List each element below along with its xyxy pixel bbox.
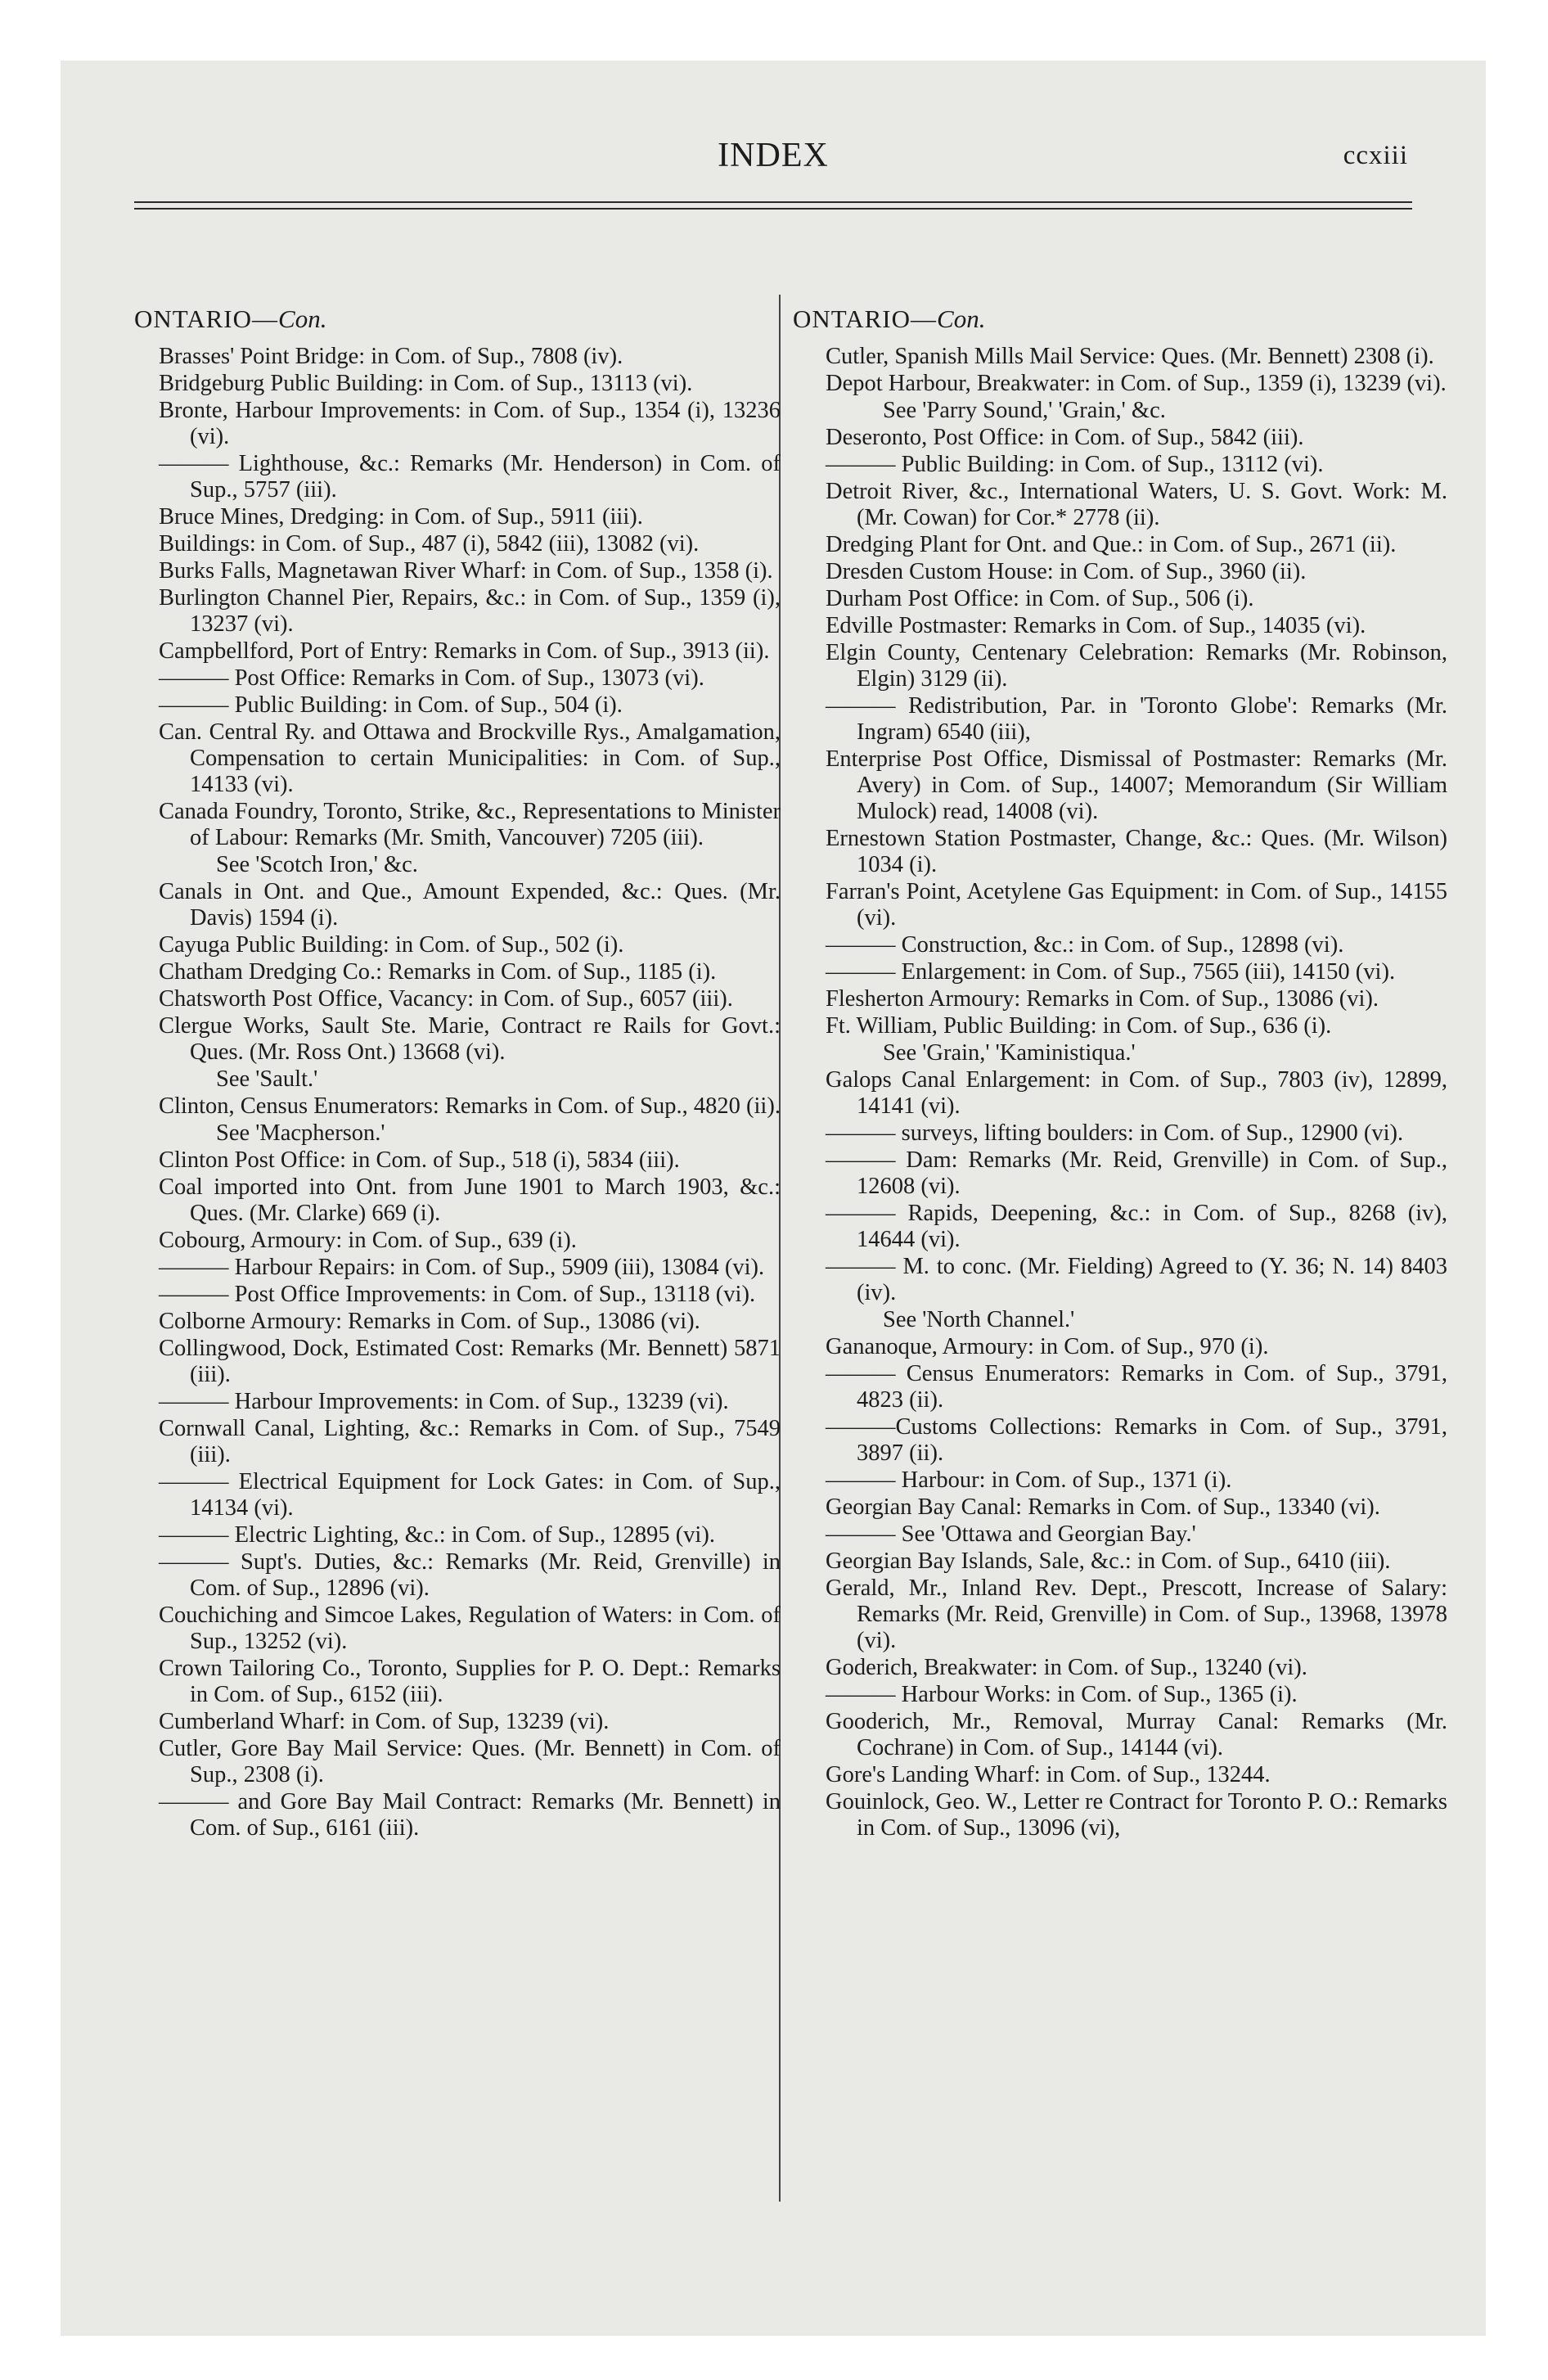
right-heading-con: Con. xyxy=(937,304,986,333)
index-entry: See 'Sault.' xyxy=(216,1066,318,1092)
right-column xyxy=(793,304,1447,1842)
index-entry: ——— Electrical Equipment for Lock Gates: in Com. of Sup., 14134 (vi). xyxy=(159,1469,781,1521)
page-number: ccxiii xyxy=(1343,141,1408,170)
index-entry: Canada Foundry, Toronto, Strike, &c., Representations to Minister of Labour: Remarks (Mr. Smith, Vancouver) 7205 (iii). xyxy=(159,799,781,850)
index-entry: Bridgeburg Public Building: in Com. of Sup., 13113 (vi). xyxy=(159,371,693,396)
index-entry: Galops Canal Enlargement: in Com. of Sup., 7803 (iv), 12899, 14141 (vi). xyxy=(826,1067,1447,1119)
index-entry: Burlington Channel Pier, Repairs, &c.: in Com. of Sup., 1359 (i), 13237 (vi). xyxy=(159,585,781,637)
left-heading-con: Con. xyxy=(278,304,327,333)
left-column xyxy=(134,304,781,1842)
index-entry: ———Customs Collections: Remarks in Com. of Sup., 3791, 3897 (ii). xyxy=(826,1414,1447,1466)
index-entry: ——— M. to conc. (Mr. Fielding) Agreed to (Y. 36; N. 14) 8403 (iv). xyxy=(826,1254,1447,1305)
index-entry: See 'Grain,' 'Kaministiqua.' xyxy=(883,1040,1136,1066)
index-entry: ——— Census Enumerators: Remarks in Com. of Sup., 3791, 4823 (ii). xyxy=(826,1361,1447,1413)
index-entry: Elgin County, Centenary Celebration: Remarks (Mr. Robinson, Elgin) 3129 (ii). xyxy=(826,640,1447,692)
index-entry: ——— Enlargement: in Com. of Sup., 7565 (iii), 14150 (vi). xyxy=(826,959,1396,985)
index-entry: Bronte, Harbour Improvements: in Com. of Sup., 1354 (i), 13236 (vi). xyxy=(159,398,781,449)
index-entry: Gerald, Mr., Inland Rev. Dept., Prescott, Increase of Salary: Remarks (Mr. Reid, Grenville) in Com. of Sup., 13968, 13978 (vi). xyxy=(826,1575,1447,1653)
index-entry: Couchiching and Simcoe Lakes, Regulation of Waters: in Com. of Sup., 13252 (vi). xyxy=(159,1602,781,1654)
scanned-page xyxy=(61,61,1486,2336)
index-entry: Cutler, Spanish Mills Mail Service: Ques. (Mr. Bennett) 2308 (i). xyxy=(826,344,1434,369)
index-entry: ——— Public Building: in Com. of Sup., 13112 (vi). xyxy=(826,452,1324,477)
index-entry: See 'Scotch Iron,' &c. xyxy=(216,852,418,877)
index-entry: ——— Supt's. Duties, &c.: Remarks (Mr. Reid, Grenville) in Com. of Sup., 12896 (vi). xyxy=(159,1549,781,1601)
index-entry: ——— Rapids, Deepening, &c.: in Com. of Sup., 8268 (iv), 14644 (vi). xyxy=(826,1201,1447,1252)
index-entry: Cutler, Gore Bay Mail Service: Ques. (Mr. Bennett) in Com. of Sup., 2308 (i). xyxy=(159,1736,781,1787)
index-entry: Gore's Landing Wharf: in Com. of Sup., 13244. xyxy=(826,1762,1271,1787)
index-entry: Farran's Point, Acetylene Gas Equipment: in Com. of Sup., 14155 (vi). xyxy=(826,879,1447,931)
index-entry: Ernestown Station Postmaster, Change, &c.: Ques. (Mr. Wilson) 1034 (i). xyxy=(826,826,1447,877)
right-entry-list xyxy=(826,344,1447,1841)
index-entry: See 'Macpherson.' xyxy=(216,1120,385,1146)
index-entry: Gouinlock, Geo. W., Letter re Contract for Toronto P. O.: Remarks in Com. of Sup., 13096 (vi), xyxy=(826,1789,1447,1841)
index-entry: Ft. William, Public Building: in Com. of Sup., 636 (i). xyxy=(826,1013,1332,1039)
index-entry: Bruce Mines, Dredging: in Com. of Sup., 5911 (iii). xyxy=(159,504,643,530)
index-entry: ——— surveys, lifting boulders: in Com. of Sup., 12900 (vi). xyxy=(826,1120,1404,1146)
index-entry: ——— Redistribution, Par. in 'Toronto Globe': Remarks (Mr. Ingram) 6540 (iii), xyxy=(826,693,1447,745)
index-entry: ——— Public Building: in Com. of Sup., 504 (i). xyxy=(159,692,623,718)
index-entry: Durham Post Office: in Com. of Sup., 506 (i). xyxy=(826,586,1254,611)
index-entry: Cumberland Wharf: in Com. of Sup, 13239 (vi). xyxy=(159,1709,610,1734)
index-entry: Flesherton Armoury: Remarks in Com. of Sup., 13086 (vi). xyxy=(826,986,1379,1012)
index-entry: Enterprise Post Office, Dismissal of Postmaster: Remarks (Mr. Avery) in Com. of Sup., 14007; Memorandum (Sir William Mulock) read, 14008 (vi). xyxy=(826,746,1447,824)
index-entry: Burks Falls, Magnetawan River Wharf: in Com. of Sup., 1358 (i). xyxy=(159,558,773,584)
index-entry: See 'North Channel.' xyxy=(883,1307,1075,1332)
index-entry: Crown Tailoring Co., Toronto, Supplies for P. O. Dept.: Remarks in Com. of Sup., 6152 (iii). xyxy=(159,1656,781,1707)
index-entry: ——— Electric Lighting, &c.: in Com. of Sup., 12895 (vi). xyxy=(159,1522,715,1548)
index-entry: Dredging Plant for Ont. and Que.: in Com. of Sup., 2671 (ii). xyxy=(826,532,1397,557)
index-entry: Brasses' Point Bridge: in Com. of Sup., 7808 (iv). xyxy=(159,344,623,369)
index-entry: Cobourg, Armoury: in Com. of Sup., 639 (i). xyxy=(159,1228,577,1253)
index-entry: Deseronto, Post Office: in Com. of Sup., 5842 (iii). xyxy=(826,425,1304,450)
index-entry: Georgian Bay Canal: Remarks in Com. of Sup., 13340 (vi). xyxy=(826,1494,1380,1520)
index-entry: Edville Postmaster: Remarks in Com. of Sup., 14035 (vi). xyxy=(826,613,1366,638)
index-entry: Cayuga Public Building: in Com. of Sup., 502 (i). xyxy=(159,932,624,958)
index-entry: ——— See 'Ottawa and Georgian Bay.' xyxy=(826,1521,1196,1547)
index-entry: ——— Post Office Improvements: in Com. of Sup., 13118 (vi). xyxy=(159,1282,756,1307)
index-entry: ——— Harbour Improvements: in Com. of Sup., 13239 (vi). xyxy=(159,1389,729,1414)
index-entry: Campbellford, Port of Entry: Remarks in Com. of Sup., 3913 (ii). xyxy=(159,638,770,664)
index-entry: ——— Dam: Remarks (Mr. Reid, Grenville) in Com. of Sup., 12608 (vi). xyxy=(826,1147,1447,1199)
index-entry: Coal imported into Ont. from June 1901 to March 1903, &c.: Ques. (Mr. Clarke) 669 (i). xyxy=(159,1174,781,1226)
right-heading-text: ONTARIO— xyxy=(793,304,938,333)
index-entry: ——— and Gore Bay Mail Contract: Remarks (Mr. Bennett) in Com. of Sup., 6161 (iii). xyxy=(159,1789,781,1841)
index-entry: Dresden Custom House: in Com. of Sup., 3960 (ii). xyxy=(826,559,1307,584)
page-header xyxy=(61,136,1486,201)
index-entry: Canals in Ont. and Que., Amount Expended, &c.: Ques. (Mr. Davis) 1594 (i). xyxy=(159,879,781,931)
header-rule-bottom xyxy=(134,208,1412,210)
index-entry: Can. Central Ry. and Ottawa and Brockville Rys., Amalgamation, Compensation to certain Municipalities: in Com. of Sup., 14133 (vi). xyxy=(159,719,781,797)
index-entry: ——— Lighthouse, &c.: Remarks (Mr. Henderson) in Com. of Sup., 5757 (iii). xyxy=(159,451,781,503)
left-column-heading xyxy=(134,306,781,332)
index-entry: Gananoque, Armoury: in Com. of Sup., 970 (i). xyxy=(826,1334,1269,1359)
left-entry-list xyxy=(159,344,781,1841)
index-entry: ——— Harbour Works: in Com. of Sup., 1365 (i). xyxy=(826,1682,1298,1707)
index-entry: Georgian Bay Islands, Sale, &c.: in Com. of Sup., 6410 (iii). xyxy=(826,1548,1391,1574)
index-entry: Detroit River, &c., International Waters, U. S. Govt. Work: M. (Mr. Cowan) for Cor.* 2778 (ii). xyxy=(826,479,1447,530)
index-entry: ——— Post Office: Remarks in Com. of Sup., 13073 (vi). xyxy=(159,665,704,691)
index-entry: Depot Harbour, Breakwater: in Com. of Sup., 1359 (i), 13239 (vi). xyxy=(826,371,1447,396)
index-entry: See 'Parry Sound,' 'Grain,' &c. xyxy=(883,398,1166,423)
index-entry: Clinton, Census Enumerators: Remarks in Com. of Sup., 4820 (ii). xyxy=(159,1093,781,1119)
index-entry: Goderich, Breakwater: in Com. of Sup., 13240 (vi). xyxy=(826,1655,1307,1680)
page-title: INDEX xyxy=(718,137,829,174)
right-column-heading xyxy=(793,306,1447,332)
left-heading-text: ONTARIO— xyxy=(134,304,279,333)
index-entry: Chatham Dredging Co.: Remarks in Com. of Sup., 1185 (i). xyxy=(159,959,717,985)
header-rule-top xyxy=(134,201,1412,203)
index-entry: Colborne Armoury: Remarks in Com. of Sup., 13086 (vi). xyxy=(159,1309,700,1334)
index-entry: ——— Construction, &c.: in Com. of Sup., 12898 (vi). xyxy=(826,932,1344,958)
index-entry: Buildings: in Com. of Sup., 487 (i), 5842 (iii), 13082 (vi). xyxy=(159,531,700,557)
index-entry: Collingwood, Dock, Estimated Cost: Remarks (Mr. Bennett) 5871 (iii). xyxy=(159,1336,781,1387)
index-entry: Cornwall Canal, Lighting, &c.: Remarks in Com. of Sup., 7549 (iii). xyxy=(159,1416,781,1467)
index-entry: Gooderich, Mr., Removal, Murray Canal: Remarks (Mr. Cochrane) in Com. of Sup., 14144 (vi). xyxy=(826,1709,1447,1760)
index-entry: Clinton Post Office: in Com. of Sup., 518 (i), 5834 (iii). xyxy=(159,1147,680,1173)
index-entry: Clergue Works, Sault Ste. Marie, Contract re Rails for Govt.: Ques. (Mr. Ross Ont.) 13668 (vi). xyxy=(159,1013,781,1065)
index-entry: ——— Harbour Repairs: in Com. of Sup., 5909 (iii), 13084 (vi). xyxy=(159,1255,765,1280)
index-entry: Chatsworth Post Office, Vacancy: in Com. of Sup., 6057 (iii). xyxy=(159,986,733,1012)
index-entry: ——— Harbour: in Com. of Sup., 1371 (i). xyxy=(826,1467,1232,1493)
